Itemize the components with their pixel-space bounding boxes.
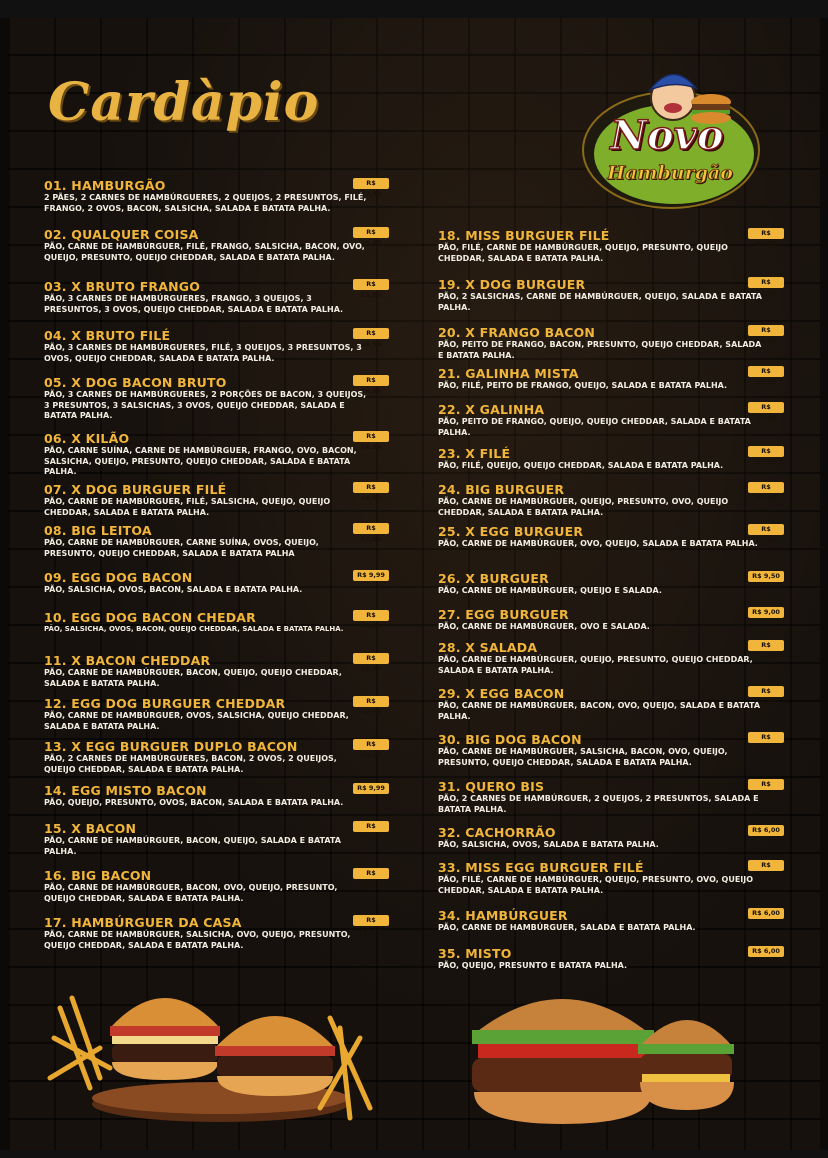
- menu-item-description: 2 PÃES, 2 CARNES DE HAMBÚRGUERES, 2 QUEIJOS, 2 PRESUNTOS, FILÉ, FRANGO, 2 OVOS, BACON, SALSICHA, SALADA E BATATA PALHA.: [44, 193, 367, 213]
- menu-item-name: 10. EGG DOG BACON CHEDAR: [44, 610, 256, 625]
- menu-item-name: 29. X EGG BACON: [438, 686, 565, 701]
- menu-item-name: 17. HAMBÚRGUER DA CASA: [44, 915, 242, 930]
- price-badge: R$ 20,99: [353, 739, 389, 750]
- menu-item-description: PÃO, CARNE DE HAMBÚRGUER, SALSICHA, BACON, OVO, QUEIJO, PRESUNTO, QUEIJO CHEDDAR, SALADA E BATATA PALHA.: [438, 747, 728, 767]
- menu-item-description: PÃO, SALSICHA, OVOS, SALADA E BATATA PALHA.: [438, 840, 659, 849]
- price-badge: R$ 18,00: [748, 228, 784, 239]
- menu-item-description: PÃO, CARNE DE HAMBÚRGUER, BACON, QUEIJO, QUEIJO CHEDDAR, SALADA E BATATA PALHA.: [44, 668, 342, 688]
- price-badge: R$ 24,99: [353, 431, 389, 442]
- menu-item-name: 06. X KILÃO: [44, 431, 130, 446]
- price-badge: R$ 9,50: [748, 571, 784, 582]
- price-badge: R$ 17,99: [353, 868, 389, 879]
- menu-item-description: PÃO, CARNE DE HAMBÚRGUER, OVO E SALADA.: [438, 622, 650, 631]
- menu-item-description: PÃO, PEITO DE FRANGO, QUEIJO, QUEIJO CHEDDAR, SALADA E BATATA PALHA.: [438, 417, 751, 437]
- menu-item-name: 28. X SALADA: [438, 640, 538, 655]
- price-badge: R$ 37,99: [353, 178, 389, 189]
- price-badge: R$ 19,99: [748, 860, 784, 871]
- price-badge: R$ 25,00: [353, 279, 389, 290]
- menu-item-description: PÃO, SALSICHA, OVOS, BACON, QUEIJO CHEDDAR, SALADA E BATATA PALHA.: [44, 625, 344, 633]
- menu-item-description: PÃO, CARNE DE HAMBÚRGUER, BACON, QUEIJO, SALADA E BATATA PALHA.: [44, 836, 341, 856]
- menu-item-description: PÃO, CARNE DE HAMBÚRGUER, CARNE SUÍNA, OVOS, QUEIJO, PRESUNTO, QUEIJO CHEDDAR, SALADA E BATATA PALHA: [44, 538, 319, 558]
- price-badge: R$ 6,00: [748, 908, 784, 919]
- menu-item-description: PÃO, CARNE DE HAMBÚRGUER, QUEIJO, PRESUNTO, OVO, QUEIJO CHEDDAR, SALADA E BATATA PALHA.: [438, 497, 729, 517]
- menu-item-name: 12. EGG DOG BURGUER CHEDDAR: [44, 696, 286, 711]
- menu-item-description: PÃO, CARNE DE HAMBÚRGUER, BACON, OVO, QUEIJO, SALADA E BATATA PALHA.: [438, 701, 761, 721]
- menu-item-name: 16. BIG BACON: [44, 868, 152, 883]
- menu-item-description: PÃO, 2 CARNES DE HAMBÚRGUERES, BACON, 2 OVOS, 2 QUEIJOS, QUEIJO CHEDDAR, SALADA E BATATA PALHA.: [44, 754, 337, 774]
- menu-item-name: 35. MISTO: [438, 946, 512, 961]
- menu-item-name: 26. X BURGUER: [438, 571, 549, 586]
- price-badge: R$ 10,99: [353, 610, 389, 621]
- menu-item-description: PÃO, CARNE DE HAMBÚRGUER, SALSICHA, OVO, QUEIJO, PRESUNTO, QUEIJO CHEDDAR, SALADA E BATATA PALHA.: [44, 930, 351, 950]
- menu-item-description: PÃO, PEITO DE FRANGO, BACON, PRESUNTO, QUEIJO CHEDDAR, SALADA E BATATA PALHA.: [438, 340, 762, 360]
- menu-item-name: 30. BIG DOG BACON: [438, 732, 582, 747]
- menu-item-description: PÃO, 2 SALSICHAS, CARNE DE HAMBÚRGUER, QUEIJO, SALADA E BATATA PALHA.: [438, 292, 762, 312]
- price-badge: R$ 17,99: [353, 915, 389, 926]
- price-badge: R$ 25,00: [353, 227, 389, 238]
- menu-item-description: PÃO, SALSICHA, OVOS, BACON, SALADA E BATATA PALHA.: [44, 585, 303, 594]
- price-badge: R$ 15,99: [748, 686, 784, 697]
- price-badge: R$ 26,99: [353, 375, 389, 386]
- menu-item-name: 02. QUALQUER COISA: [44, 227, 199, 242]
- menu-item-description: PÃO, 3 CARNES DE HAMBÚRGUERES, FILÉ, 3 QUEIJOS, 3 PRESUNTOS, 3 OVOS, QUEIJO CHEDDAR, SALADA E BATATA PALHA.: [44, 343, 362, 363]
- menu-item-description: PÃO, CARNE DE HAMBÚRGUER, OVOS, SALSICHA, QUEIJO CHEDDAR, SALADA E BATATA PALHA.: [44, 711, 349, 731]
- menu-item-description: PÃO, FILÉ, PEITO DE FRANGO, QUEIJO, SALADA E BATATA PALHA.: [438, 381, 728, 390]
- price-badge: R$ 14,99: [353, 821, 389, 832]
- menu-item-description: PÃO, 3 CARNES DE HAMBÚRGUERES, FRANGO, 3 QUEIJOS, 3 PRESUNTOS, 3 OVOS, QUEIJO CHEDDAR, SALADA E BATATA PALHA.: [44, 294, 344, 314]
- menu-item-description: PÃO, CARNE DE HAMBÚRGUER, QUEIJO, PRESUNTO, QUEIJO CHEDDAR, SALADA E BATATA PALHA.: [438, 655, 753, 675]
- menu-item-description: PÃO, QUEIJO, PRESUNTO, OVOS, BACON, SALADA E BATATA PALHA.: [44, 798, 344, 807]
- menu-item-name: 21. GALINHA MISTA: [438, 366, 579, 381]
- price-badge: R$ 12,00: [748, 524, 784, 535]
- price-badge: R$ 9,99: [353, 570, 389, 581]
- price-badge: R$ 9,99: [353, 783, 389, 794]
- price-badge: R$ 14,00: [748, 640, 784, 651]
- menu-item-name: 11. X BACON CHEDDAR: [44, 653, 211, 668]
- menu-item-name: 33. MISS EGG BURGUER FILÉ: [438, 860, 644, 875]
- menu-item-name: 25. X EGG BURGUER: [438, 524, 584, 539]
- menu-item-name: 07. X DOG BURGUER FILÉ: [44, 482, 227, 497]
- menu-item-name: 13. X EGG BURGUER DUPLO BACON: [44, 739, 298, 754]
- menu-item-description: PÃO, CARNE DE HAMBÚRGUER, OVO, QUEIJO, SALADA E BATATA PALHA.: [438, 539, 758, 548]
- price-badge: R$ 16,99: [748, 402, 784, 413]
- price-badge: R$ 6,00: [748, 825, 784, 836]
- price-badge: R$ 17,99: [748, 779, 784, 790]
- price-badge: R$ 6,00: [748, 946, 784, 957]
- menu-item-name: 27. EGG BURGUER: [438, 607, 569, 622]
- burgers-and-fries-photo: [40, 968, 390, 1130]
- menu-item-name: 31. QUERO BIS: [438, 779, 545, 794]
- menu-item-name: 01. HAMBURGÃO: [44, 178, 166, 193]
- price-badge: R$ 16,99: [748, 325, 784, 336]
- menu-title: Cardàpio: [48, 72, 320, 133]
- menu-item-description: PÃO, QUEIJO, PRESUNTO E BATATA PALHA.: [438, 961, 628, 970]
- price-badge: R$ 12,99: [353, 696, 389, 707]
- price-badge: R$ 16,99: [353, 653, 389, 664]
- menu-item-name: 08. BIG LEITOA: [44, 523, 152, 538]
- logo-text-hamburgao: Hamburgão: [607, 162, 733, 184]
- price-badge: R$ 26,99: [353, 328, 389, 339]
- menu-item-name: 24. BIG BURGUER: [438, 482, 565, 497]
- menu-item-name: 04. X BRUTO FILÉ: [44, 328, 171, 343]
- menu-item-name: 18. MISS BURGUER FILÉ: [438, 228, 610, 243]
- menu-item-description: PÃO, FILÉ, QUEIJO, QUEIJO CHEDDAR, SALADA E BATATA PALHA.: [438, 461, 724, 470]
- logo-text-novo: Novo: [610, 112, 724, 159]
- menu-item-name: 23. X FILÉ: [438, 446, 511, 461]
- menu-item-description: PÃO, FILÉ, CARNE DE HAMBÚRGUER, QUEIJO, PRESUNTO, OVO, QUEIJO CHEDDAR, SALADA E BATATA PALHA.: [438, 875, 754, 895]
- price-badge: R$ 17,99: [748, 446, 784, 457]
- menu-item-description: PÃO, CARNE DE HAMBÚRGUER, BACON, OVO, QUEIJO, PRESUNTO, QUEIJO CHEDDAR, SALADA E BATATA PALHA.: [44, 883, 338, 903]
- menu-item-name: 32. CACHORRÃO: [438, 825, 556, 840]
- price-badge: R$ 18,00: [353, 482, 389, 493]
- menu-item-description: PÃO, CARNE SUÍNA, CARNE DE HAMBÚRGUER, FRANGO, OVO, BACON, SALSICHA, QUEIJO, PRESUNTO, QUEIJO CHEDDAR, SALADA E BATATA PALHA.: [44, 446, 357, 476]
- price-badge: R$ 14,99: [748, 482, 784, 493]
- double-burger-photo: [452, 974, 740, 1140]
- menu-item-name: 34. HAMBÚRGUER: [438, 908, 568, 923]
- menu-item-name: 20. X FRANGO BACON: [438, 325, 596, 340]
- menu-item-description: PÃO, CARNE DE HAMBÚRGUER, FILÉ, FRANGO, SALSICHA, BACON, OVO, QUEIJO, PRESUNTO, QUEIJO CHEDDAR, SALADA E BATATA PALHA.: [44, 242, 365, 262]
- price-badge: R$ 11,99: [748, 277, 784, 288]
- menu-item-name: 05. X DOG BACON BRUTO: [44, 375, 227, 390]
- menu-item-description: PÃO, FILÉ, CARNE DE HAMBÚRGUER, QUEIJO, PRESUNTO, QUEIJO CHEDDAR, SALADA E BATATA PALHA.: [438, 243, 728, 263]
- menu-item-name: 09. EGG DOG BACON: [44, 570, 193, 585]
- menu-item-description: PÃO, 3 CARNES DE HAMBÚRGUERES, 2 PORÇÕES DE BACON, 3 QUEIJOS, 3 PRESUNTOS, 3 SALSICHAS, 3 OVOS, QUEIJO CHEDDAR, SALADA E BATATA PALHA.: [44, 390, 367, 420]
- menu-item-description: PÃO, CARNE DE HAMBÚRGUER, QUEIJO E SALADA.: [438, 586, 662, 595]
- menu-item-description: PÃO, 2 CARNES DE HAMBÚRGUER, 2 QUEIJOS, 2 PRESUNTOS, SALADA E BATATA PALHA.: [438, 794, 759, 814]
- menu-item-description: PÃO, CARNE DE HAMBÚRGUER, SALADA E BATATA PALHA.: [438, 923, 696, 932]
- price-badge: R$ 9,00: [748, 607, 784, 618]
- menu-item-name: 03. X BRUTO FRANGO: [44, 279, 201, 294]
- menu-item-name: 22. X GALINHA: [438, 402, 545, 417]
- menu-item-name: 19. X DOG BURGUER: [438, 277, 586, 292]
- price-badge: R$ 18,99: [748, 732, 784, 743]
- menu-item-name: 14. EGG MISTO BACON: [44, 783, 207, 798]
- price-badge: R$ 17,99: [353, 523, 389, 534]
- menu-item-description: PÃO, CARNE DE HAMBÚRGUER, FILÉ, SALSICHA, QUEIJO, QUEIJO CHEDDAR, SALADA E BATATA PALHA.: [44, 497, 331, 517]
- price-badge: R$ 18,99: [748, 366, 784, 377]
- menu-item-name: 15. X BACON: [44, 821, 137, 836]
